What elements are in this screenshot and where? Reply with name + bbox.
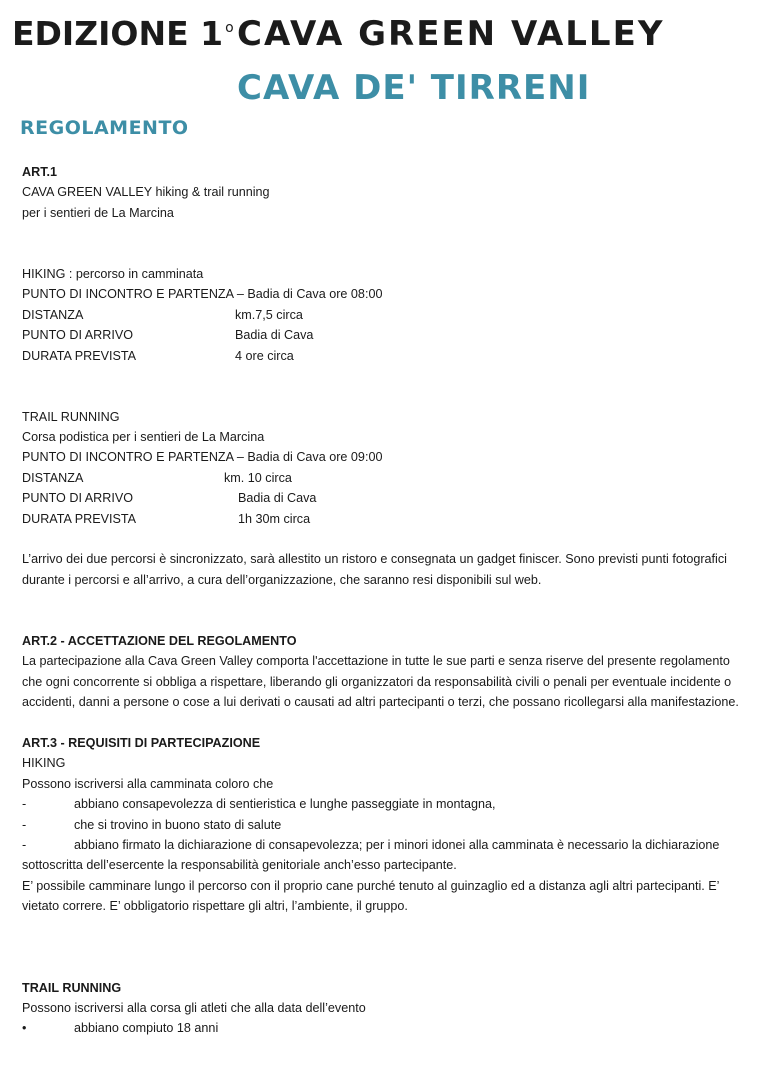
trail-requirements-intro: Possono iscriversi alla corsa gli atleti che alla data dell’evento — [22, 1001, 366, 1016]
hiking-detail-row: PUNTO DI ARRIVO Badia di Cava — [22, 328, 314, 343]
hiking-title: HIKING : percorso in camminata — [22, 266, 204, 281]
art3-subheading: HIKING — [22, 756, 66, 771]
art3-dog-rule: E’ possibile camminare lungo il percorso con il proprio cane purché tenuto al guinzaglio ed a distanza agli altri partecipanti. E’ — [22, 878, 720, 893]
art2-text-line: che ogni concorrente si obbliga a rispettare, liberando gli organizzatori da responsabilità civili o penali per eventuale incidente o — [22, 674, 732, 689]
list-item: - abbiano firmato la dichiarazione di consapevolezza; per i minori idonei alla camminata è necessario la dichiarazione — [22, 837, 720, 852]
event-title: CAVA GREEN VALLEY — [237, 14, 665, 54]
arrival-text-line: L’arrivo dei due percorsi è sincronizzato, sarà allestito un ristoro e consegnata un gadget finiscer. Sono previsti punti fotografici — [22, 552, 727, 567]
hiking-meeting-point: PUNTO DI INCONTRO E PARTENZA – Badia di Cava ore 08:00 — [22, 287, 383, 302]
edition-superscript: o — [225, 20, 234, 36]
art3-heading: ART.3 - REQUISITI DI PARTECIPAZIONE — [22, 735, 261, 750]
trail-meeting-point: PUNTO DI INCONTRO E PARTENZA – Badia di Cava ore 09:00 — [22, 450, 383, 465]
arrival-text-line: durante i percorsi e all’arrivo, a cura dell’organizzazione, che saranno resi disponibili sul web. — [22, 572, 542, 587]
art3-intro: Possono iscriversi alla camminata coloro che — [22, 776, 274, 791]
art1-line: CAVA GREEN VALLEY hiking & trail running — [22, 185, 270, 200]
art3-dog-rule: vietato correre. E’ obbligatorio rispettare gli altri, l’ambiente, il gruppo. — [22, 899, 408, 914]
regulation-body — [22, 162, 777, 1039]
list-item: • abbiano compiuto 18 anni — [22, 1021, 219, 1036]
art1-heading: ART.1 — [22, 165, 57, 179]
edition-label: EDIZIONE 1 $^o$ — [12, 14, 234, 53]
section-title: REGOLAMENTO — [20, 117, 189, 139]
event-location: CAVA DE' TIRRENI — [237, 68, 591, 108]
trail-detail-row: DISTANZA km. 10 circa — [22, 470, 292, 485]
art2-text-line: La partecipazione alla Cava Green Valley comporta l'accettazione in tutte le sue parti e senza riserve del presente regolamento — [22, 654, 730, 669]
art3-continuation: sottoscritta dell’esercente la responsabilità genitoriale anch’esso partecipante. — [22, 858, 457, 873]
art1-line: per i sentieri de La Marcina — [22, 205, 174, 220]
trail-title: TRAIL RUNNING — [22, 409, 120, 424]
trail-requirements-heading: TRAIL RUNNING — [22, 980, 122, 995]
list-item: - abbiano consapevolezza di sentieristica e lunghe passeggiate in montagna, — [22, 797, 496, 812]
art2-text-line: accidenti, danni a persone o cose a lui derivati o causati ad altri partecipanti o terzi, che possano ricollegarsi alla manifestazione. — [22, 695, 739, 710]
list-item: - che si trovino in buono stato di salute — [22, 817, 282, 832]
trail-detail-row: PUNTO DI ARRIVO Badia di Cava — [22, 491, 317, 506]
hiking-detail-row: DISTANZA km.7,5 circa — [22, 307, 303, 322]
trail-detail-row: DURATA PREVISTA 1h 30m circa — [22, 511, 311, 526]
trail-description: Corsa podistica per i sentieri de La Marcina — [22, 430, 265, 445]
hiking-detail-row: DURATA PREVISTA 4 ore circa — [22, 348, 294, 363]
art2-heading: ART.2 - ACCETTAZIONE DEL REGOLAMENTO — [22, 633, 297, 648]
